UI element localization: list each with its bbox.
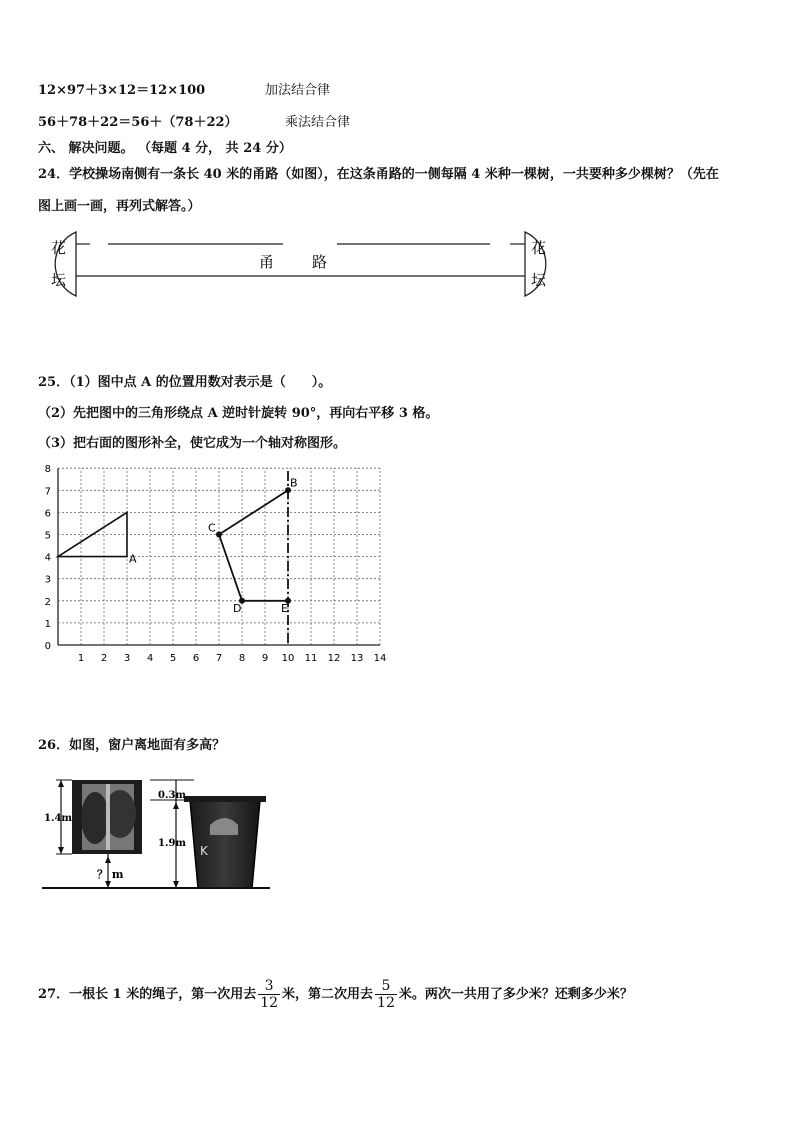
road-char-2: 路 xyxy=(312,253,328,271)
y-tick-label: 5 xyxy=(44,530,51,542)
x-tick-label: 8 xyxy=(238,653,246,664)
left-flower-char-1: 花 xyxy=(51,239,67,257)
q25-part1: 25．（1）图中点 A 的位置用数对表示是（ ）。 xyxy=(38,375,332,390)
y-tick-label: 7 xyxy=(44,486,51,498)
q24-text-line1: 24．学校操场南侧有一条长 40 米的甬路（如图），在这条甬路的一侧每隔 4 米种一棵树，一共要种多少棵树？（先在 xyxy=(38,167,719,182)
y-tick-label: 4 xyxy=(44,552,51,564)
triangle xyxy=(58,512,127,556)
x-tick-label: 4 xyxy=(146,653,154,664)
law-label-2: 乘法结合律 xyxy=(285,115,351,130)
y-tick-label: 2 xyxy=(44,596,51,608)
x-tick-label: 12 xyxy=(327,653,341,664)
y-tick-label: 3 xyxy=(44,574,51,586)
q27-post: 米。两次一共用了多少米？还剩多少米？ xyxy=(398,987,633,1002)
label-0-3m: 0.3m xyxy=(158,790,186,801)
x-tick-label: 6 xyxy=(192,653,200,664)
q26-text: 26．如图，窗户离地面有多高？ xyxy=(38,738,226,753)
road-figure xyxy=(0,0,794,300)
y-tick-label: 0 xyxy=(44,641,51,652)
x-tick-label: 2 xyxy=(100,653,108,664)
x-tick-label: 1 xyxy=(77,653,85,664)
x-tick-label: 13 xyxy=(350,653,364,664)
law-label-1: 加法结合律 xyxy=(265,83,331,98)
q25-part2: （2）先把图中的三角形绕点 A 逆时针旋转 90°，再向右平移 3 格。 xyxy=(38,406,439,421)
section-heading: 六、 解决问题。 （每题 4 分， 共 24 分） xyxy=(38,141,292,156)
x-tick-label: 7 xyxy=(215,653,223,664)
left-flower-char-2: 坛 xyxy=(51,271,67,289)
q27-mid: 米，第二次用去 xyxy=(282,987,374,1002)
x-tick-label: 14 xyxy=(373,653,387,664)
x-tick-label: 3 xyxy=(123,653,131,664)
q27-text xyxy=(38,975,633,1015)
half-figure xyxy=(219,490,288,601)
right-flower-char-2: 坛 xyxy=(531,271,547,289)
point-c-label: C xyxy=(208,521,216,535)
x-tick-label: 11 xyxy=(304,653,318,664)
fraction-5-12: $\frac{5}{12}$ xyxy=(377,978,395,1011)
equation-line-1: 12×97＋3×12＝12×100 xyxy=(38,83,206,98)
q25-part3: （3）把右面的图形补全，使它成为一个轴对称图形。 xyxy=(38,436,347,451)
q27-pre: 27．一根长 1 米的绳子，第一次用去 xyxy=(38,987,257,1002)
equation-line-2: 56＋78＋22＝56＋（78＋22） xyxy=(38,115,238,130)
x-tick-label: 10 xyxy=(281,653,295,664)
label-1-9m: 1.9m xyxy=(158,838,186,849)
q24-text-line2: 图上画一画，再列式解答。） xyxy=(38,199,201,214)
x-tick-label: 9 xyxy=(261,653,269,664)
x-tick-label: 5 xyxy=(169,653,177,664)
label-1-4m: 1.4m xyxy=(44,813,72,824)
y-tick-label: 6 xyxy=(44,508,51,520)
road-char-1: 甬 xyxy=(259,253,275,271)
svg-text:K: K xyxy=(200,844,208,858)
point-d-label: D xyxy=(233,601,242,615)
y-tick-label: 8 xyxy=(44,464,51,476)
y-tick-label: 1 xyxy=(44,618,51,630)
point-c xyxy=(216,532,222,538)
window-figure xyxy=(0,770,280,900)
point-a-label: A xyxy=(129,552,137,566)
fraction-3-12: $\frac{3}{12}$ xyxy=(260,978,279,1011)
right-flower-char-1: 花 xyxy=(531,239,547,257)
point-e-label: E xyxy=(281,601,288,615)
point-b-label: B xyxy=(290,476,298,490)
label-unknown: ？ m xyxy=(97,868,124,881)
coordinate-grid xyxy=(0,455,420,670)
